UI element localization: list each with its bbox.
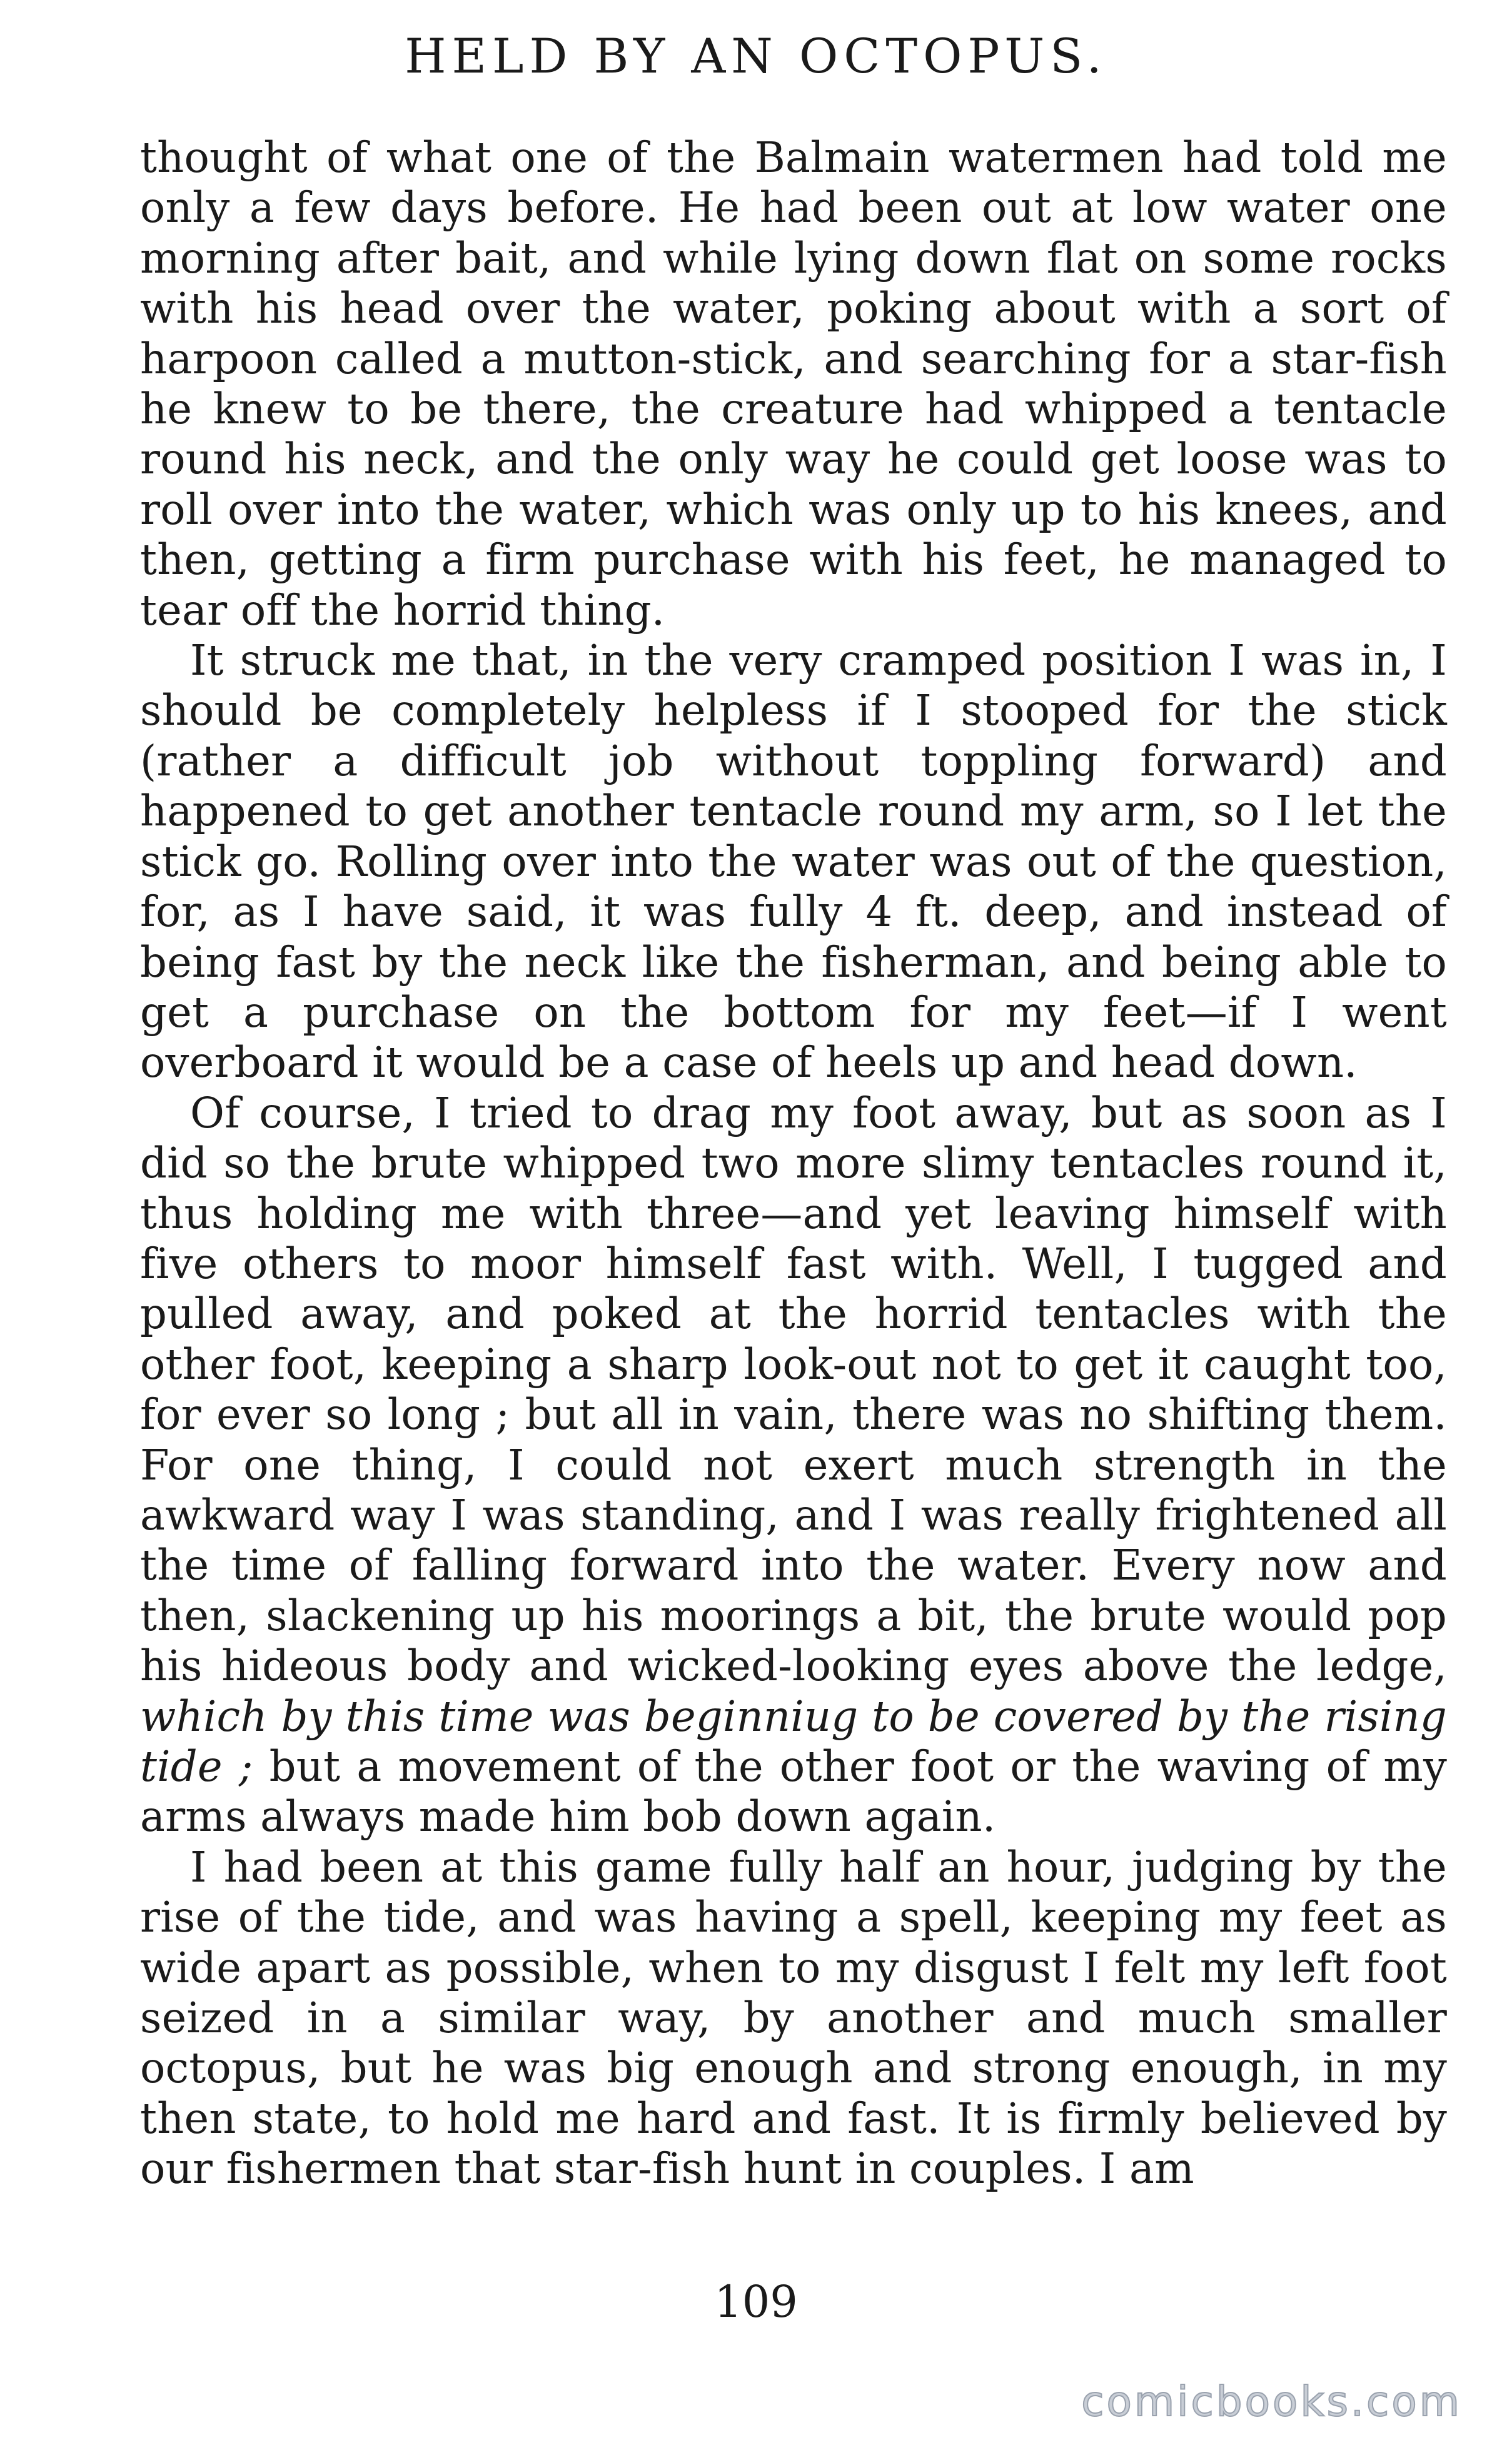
paragraph-3 bbox=[140, 1088, 1447, 1842]
paragraph-3-text-before: Of course, I tried to drag my foot away, but as soon as I did so the brute whipped two more slimy tentacles round it, thus holding me with three—and yet leaving himself with five others to moor himself fast with. Well, I tugged and pulled away, and poked at the horrid tentacles with the other foot, keeping a sharp look-out not to get it caught too, for ever so long ; but all in vain, there was no shifting them. For one thing, I could not exert much strength in the awkward way I was standing, and I was really frightened all the time of falling forward into the water. Every now and then, slackening up his moorings a bit, the brute would pop his hideous body and wicked-looking eyes above the ledge, bbox=[140, 1088, 1447, 1691]
paragraph-4: I had been at this game fully half an hour, judging by the rise of the tide, and was having a spell, keeping my feet as wide apart as possible, when to my disgust I felt my left foot seized in a similar way, by another and much smaller octopus, but he was big enough and strong enough, in my then state, to hold me hard and fast. It is firmly believed by our fishermen that star-fish hunt in couples. I am bbox=[140, 1842, 1447, 2194]
paragraph-3-text-after: but a movement of the other foot or the waving of my arms always made him bob down again. bbox=[140, 1742, 1447, 1842]
paragraph-2: It struck me that, in the very cramped position I was in, I should be completely helpless if I stooped for the stick (rather a difficult job without toppling forward) and happened to get another tentacle round my arm, so I let the stick go. Rolling over into the water was out of the question, for, as I have said, it was fully 4 ft. deep, and instead of being fast by the neck like the fisherman, and being able to get a purchase on the bottom for my feet—if I went overboard it would be a case of heels up and head down. bbox=[140, 636, 1447, 1087]
page-number: 109 bbox=[714, 2276, 798, 2327]
paragraph-1: thought of what one of the Balmain watermen had told me only a few days before. He had been out at low water one morning after bait, and while lying down flat on some rocks with his head over the water, poking about with a sort of harpoon called a mutton-stick, and searching for a star-fish he knew to be there, the creature had whipped a tentacle round his neck, and the only way he could get loose was to roll over into the water, which was only up to his knees, and then, getting a firm purchase with his feet, he managed to tear off the horrid thing. bbox=[140, 133, 1447, 635]
body-text bbox=[140, 133, 1447, 2194]
watermark: comicbooks.com bbox=[1081, 2377, 1462, 2426]
running-head: HELD BY AN OCTOPUS. bbox=[405, 28, 1107, 84]
paragraph-3-italic: which by this time was beginniug to be covered by the rising tide ; bbox=[140, 1691, 1447, 1791]
